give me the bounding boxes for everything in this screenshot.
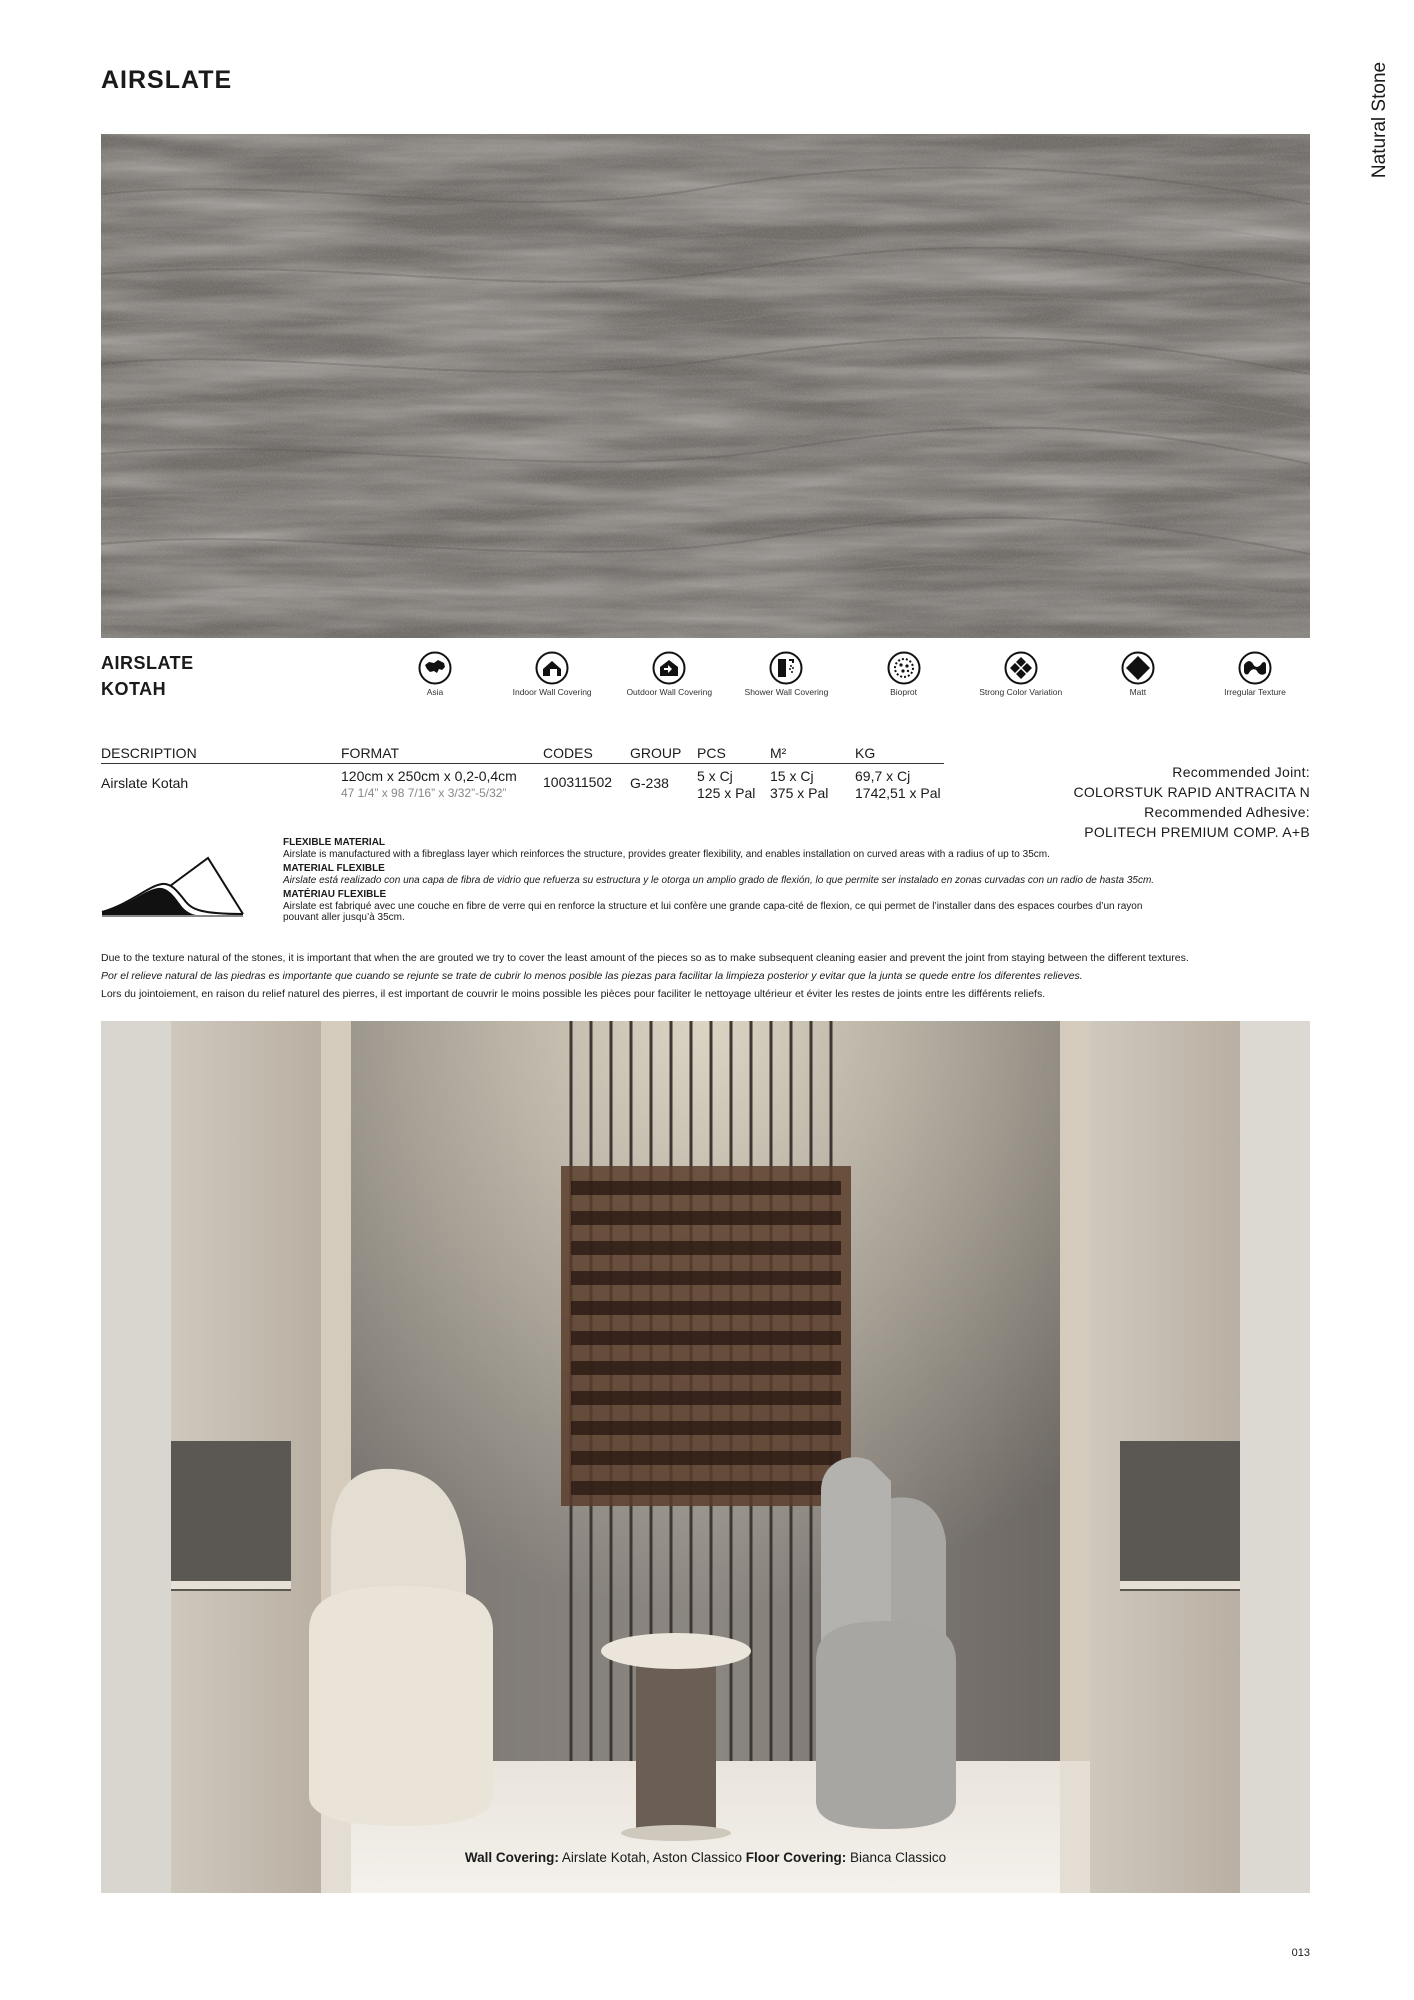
cell-code: 100311502 <box>543 774 613 790</box>
joint-label: Recommended Joint: <box>1172 764 1310 780</box>
cell-kg <box>855 764 944 803</box>
feature-bioprot: Bioprot <box>849 651 959 697</box>
cell-description: Airslate Kotah <box>101 775 189 791</box>
product-name-line1: AIRSLATE <box>101 653 194 673</box>
matt-icon <box>1121 651 1155 685</box>
scene-caption <box>101 1850 1310 1865</box>
note-fr: Lors du jointoiement, en raison du relief naturel des pierres, il est important de couvrir le moins possible les pièces pour faciliter le nettoyage ultérieur et éviter les restes de joints entre les différents reliefs. <box>101 988 1046 1000</box>
shower-wall-icon <box>769 651 803 685</box>
note-en: Due to the texture natural of the stones, it is important that when the are grouted we try to cover the least amount of the pieces so as to make subsequent cleaning easier and prevent the joint from staying between the different textures. <box>101 952 1189 964</box>
interior-scene-image <box>101 1021 1310 1893</box>
flex-text-es: Airslate está realizado con una capa de fibra de vidrio que refuerza su estructura y le otorga un amplio grado de flexión, lo que permite ser instalado en zonas curvadas con un radio de hasta 35cm. <box>283 874 1155 886</box>
page-number: 013 <box>1291 1947 1310 1959</box>
feature-icons-row <box>380 651 1310 697</box>
product-name <box>101 650 194 702</box>
kg-box: 69,7 x Cj <box>855 768 911 784</box>
table-header-row <box>101 744 944 764</box>
cell-pcs <box>697 764 770 803</box>
cell-m2 <box>770 764 855 803</box>
texture-sample-image <box>101 134 1310 638</box>
flex-title-fr: MATÉRIAU FLEXIBLE <box>283 889 387 900</box>
flex-title-en: FLEXIBLE MATERIAL <box>283 837 386 848</box>
product-name-line2: KOTAH <box>101 679 167 699</box>
format-metric: 120cm x 250cm x 0,2-0,4cm <box>341 768 517 784</box>
adhesive-value: POLITECH PREMIUM COMP. A+B <box>1084 824 1310 840</box>
flex-text-fr: Airslate est fabriqué avec une couche en fibre de verre qui en renforce la structure et lui confère une grande capa-cité de flexion, ce qui permet de l’installer dans des espaces courbes d’un rayon pouvant aller jusqu’à 35cm. <box>283 900 1143 923</box>
flexible-material-icon <box>100 852 245 922</box>
grouting-note <box>101 949 1313 1003</box>
header-description: DESCRIPTION <box>101 744 341 764</box>
header-codes: CODES <box>543 744 630 764</box>
flex-text-en: Airslate is manufactured with a fibreglass layer which reinforces the structure, provides greater flexibility, and enables installation on curved areas with a radius of up to 35cm. <box>283 848 1050 860</box>
note-es: Por el relieve natural de las piedras es importante que cuando se rejunte se trate de cubrir lo menos posible las piezas para facilitar la limpieza posterior y evitar que la junta se quede entre los diferentes relieves. <box>101 970 1083 982</box>
pcs-pallet: 125 x Pal <box>697 785 756 801</box>
section-side-label <box>1360 50 1400 190</box>
asia-map-icon <box>418 651 452 685</box>
bioprot-icon <box>887 651 921 685</box>
interior-scene-graphic <box>101 1021 1310 1893</box>
header-m2: M² <box>770 744 855 764</box>
feature-asia: Asia <box>380 651 490 697</box>
format-imperial: 47 1/4” x 98 7/16” x 3/32”-5/32” <box>341 786 507 800</box>
m2-box: 15 x Cj <box>770 768 814 784</box>
header-pcs: PCS <box>697 744 770 764</box>
caption-floor-label: Floor Covering: <box>745 1850 847 1865</box>
kg-pallet: 1742,51 x Pal <box>855 785 941 801</box>
m2-pallet: 375 x Pal <box>770 785 829 801</box>
caption-wall-label: Wall Covering: <box>464 1850 559 1865</box>
flexible-material-text <box>283 837 1313 927</box>
feature-irregular-texture: Irregular Texture <box>1200 651 1310 697</box>
recommended-products <box>1073 762 1310 842</box>
feature-matt: Matt <box>1083 651 1193 697</box>
feature-outdoor-wall: Outdoor Wall Covering <box>614 651 724 697</box>
feature-shower-wall: Shower Wall Covering <box>731 651 841 697</box>
outdoor-wall-icon <box>652 651 686 685</box>
caption-floor-value: Bianca Classico <box>850 1850 947 1865</box>
table-row <box>101 764 944 803</box>
pcs-box: 5 x Cj <box>697 768 733 784</box>
cell-format <box>341 764 543 803</box>
cell-group: G-238 <box>630 775 669 791</box>
header-group: GROUP <box>630 744 697 764</box>
section-side-label-text: Natural Stone <box>1369 61 1390 179</box>
irregular-texture-icon <box>1238 651 1272 685</box>
indoor-wall-icon <box>535 651 569 685</box>
slate-texture-graphic <box>101 134 1310 638</box>
strong-color-icon <box>1004 651 1038 685</box>
specification-table <box>101 744 944 802</box>
flex-title-es: MATERIAL FLEXIBLE <box>283 863 385 874</box>
joint-value: COLORSTUK RAPID ANTRACITA N <box>1073 784 1310 800</box>
feature-indoor-wall: Indoor Wall Covering <box>497 651 607 697</box>
adhesive-label: Recommended Adhesive: <box>1144 804 1310 820</box>
header-format: FORMAT <box>341 744 543 764</box>
caption-wall-value: Airslate Kotah, Aston Classico <box>561 1850 743 1865</box>
page-title: AIRSLATE <box>101 66 233 94</box>
header-kg: KG <box>855 744 944 764</box>
feature-strong-color: Strong Color Variation <box>966 651 1076 697</box>
